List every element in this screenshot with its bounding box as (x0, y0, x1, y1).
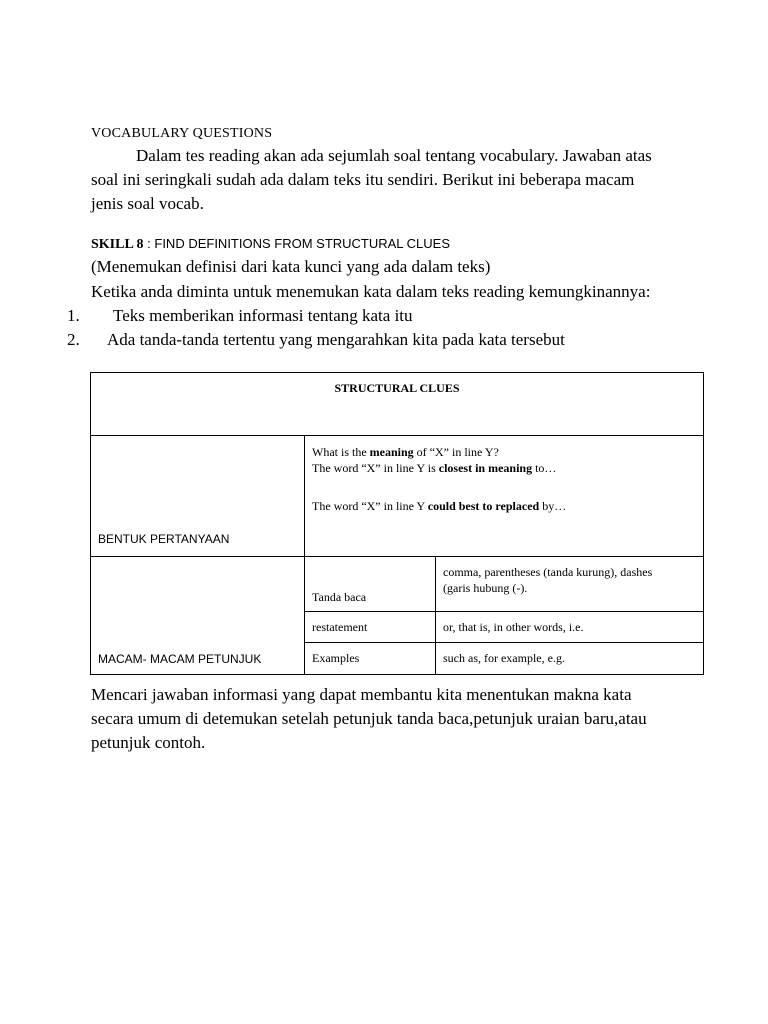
q1-text-c: of “X” in line Y? (413, 445, 499, 459)
clue-examples-line-1: comma, parentheses (tanda kurung), dashes (443, 565, 653, 579)
q3-keyword: could best to replaced (427, 499, 540, 513)
list-number: 1. (67, 306, 80, 325)
clue-examples-cell: or, that is, in other words, i.e. (436, 612, 704, 643)
intro-line-1: Dalam tes reading akan ada sejumlah soal tentang vocabulary. Jawaban atas (136, 146, 652, 165)
table-row-clue-1 (91, 557, 704, 612)
conclusion-line-1: Mencari jawaban informasi yang dapat membantu kita menentukan makna kata (91, 685, 632, 704)
conclusion-line-3: petunjuk contoh. (91, 733, 206, 752)
table-header: STRUCTURAL CLUES (91, 373, 704, 436)
skill-label: SKILL 8 (91, 237, 144, 252)
intro-line-2: soal ini seringkali sudah ada dalam teks itu sendiri. Berikut ini beberapa macam (91, 170, 635, 189)
q3-text-c: by… (539, 499, 567, 513)
skill-lead: Ketika anda diminta untuk menemukan kata dalam teks reading kemungkinannya: (91, 282, 651, 301)
clue-type-cell: Tanda baca (305, 557, 436, 612)
q1-text-a: What is the (312, 445, 370, 459)
intro-line-3: jenis soal vocab. (91, 194, 204, 213)
question-line-3 (312, 498, 696, 514)
q2-keyword: closest in meaning (438, 461, 533, 475)
table-header-row (91, 373, 704, 436)
section-title: VOCABULARY QUESTIONS (91, 126, 273, 141)
skill-separator: : (143, 236, 155, 251)
question-line-2 (312, 460, 696, 476)
table-row-questions (91, 436, 704, 557)
clue-examples-line-2: (garis hubung (-). (443, 581, 528, 595)
question-label: BENTUK PERTANYAAN (91, 436, 305, 557)
clue-type-cell: restatement (305, 612, 436, 643)
clue-label: MACAM- MACAM PETUNJUK (91, 557, 305, 675)
question-line-1 (312, 444, 696, 460)
clue-examples-cell: such as, for example, e.g. (436, 643, 704, 675)
conclusion-line-2: secara umum di detemukan setelah petunjuk tanda baca,petunjuk uraian baru,atau (91, 709, 647, 728)
q1-keyword: meaning (369, 445, 414, 459)
skill-title: FIND DEFINITIONS FROM STRUCTURAL CLUES (154, 236, 451, 251)
question-forms (305, 436, 704, 557)
conclusion-paragraph (91, 683, 711, 755)
q2-text-c: to… (532, 461, 557, 475)
intro-paragraph (91, 144, 711, 216)
skill-subtitle: (Menemukan definisi dari kata kunci yang ada dalam teks) (91, 257, 491, 276)
list-text: Ada tanda-tanda tertentu yang mengarahkan kita pada kata tersebut (107, 330, 565, 349)
list-item-2 (67, 330, 565, 350)
structural-clues-table (90, 372, 704, 675)
skill-heading (91, 236, 450, 253)
q2-text-a: The word “X” in line Y is (312, 461, 439, 475)
list-text: Teks memberikan informasi tentang kata itu (113, 306, 413, 325)
q3-text-a: The word “X” in line Y (312, 499, 428, 513)
list-number: 2. (67, 330, 80, 349)
list-item-1 (67, 306, 413, 326)
clue-type-cell: Examples (305, 643, 436, 675)
clue-examples-cell (436, 557, 704, 612)
